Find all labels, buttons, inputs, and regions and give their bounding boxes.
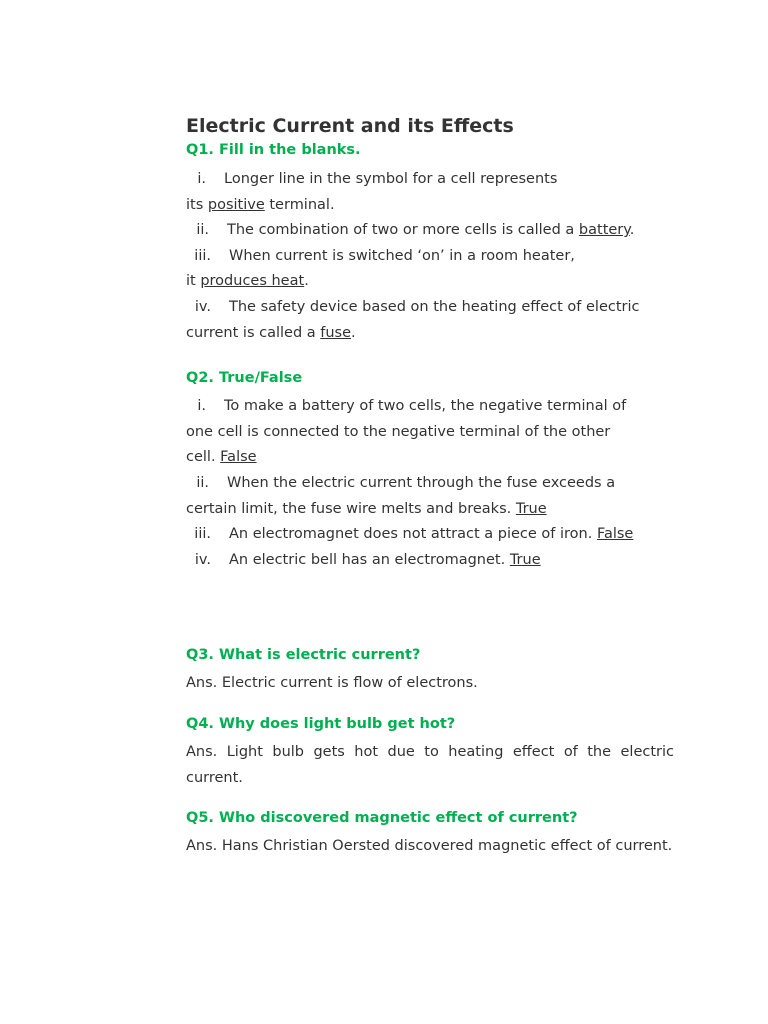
q2-item-2-text: When the electric current through the fuse exceeds a: [227, 474, 616, 491]
document-page: [186, 114, 674, 860]
q2-item-1-line2: [186, 420, 674, 446]
q1-item-2-text: The combination of two or more cells is called a: [227, 222, 579, 239]
q1-item-3-number: iii.: [194, 247, 211, 264]
q1-item-2-number: ii.: [196, 222, 209, 239]
q2-item-1-text-line3: cell.: [186, 449, 221, 466]
q2-item-3: [186, 522, 674, 548]
q1-item-4-number: iv.: [194, 298, 211, 315]
q1-item-2: [186, 218, 674, 244]
q1-item-4-post: .: [351, 324, 356, 341]
q2-item-2-line2: [186, 497, 674, 523]
q1-item-2-post: .: [629, 222, 635, 239]
q2-list: [186, 394, 674, 573]
q2-item-3-number: iii.: [194, 526, 211, 543]
q2-item-2: [186, 471, 674, 497]
q1-item-3-text-cont: it: [186, 273, 201, 290]
q3-answer: Ans. Electric current is flow of electrons.: [186, 675, 478, 692]
q1-item-1-post: terminal.: [264, 196, 335, 213]
q2-item-4-text: An electric bell has an electromagnet.: [229, 551, 510, 568]
q1-list: [186, 167, 674, 346]
q2-item-1-answer: False: [220, 449, 257, 466]
q1-item-4-text-cont: current is called a: [186, 324, 321, 341]
q1-item-3-blank: produces heat: [200, 273, 305, 290]
q1-item-2-blank: battery: [578, 222, 630, 239]
q1-item-1-text: Longer line in the symbol for a cell represents: [224, 171, 558, 187]
page-title: Electric Current and its Effects: [186, 115, 514, 137]
q5-heading: Q5. Who discovered magnetic effect of current?: [186, 810, 578, 827]
q1-item-4-cont: [186, 321, 674, 347]
q4-heading: Q4. Why does light bulb get hot?: [186, 715, 456, 732]
q2-heading: Q2. True/False: [186, 370, 303, 387]
q2-item-1-line3: [186, 445, 674, 471]
q2-item-1-number: i.: [197, 398, 206, 415]
q2-item-3-text: An electromagnet does not attract a piece of iron.: [229, 526, 597, 543]
q2-item-1-text-line2: one cell is connected to the negative terminal of the other: [186, 423, 611, 440]
q1-item-3: [186, 244, 674, 270]
q1-item-1: [186, 167, 674, 193]
q1-item-4-blank: fuse: [320, 324, 352, 341]
q1-item-1-cont: [186, 193, 674, 219]
q1-item-3-post: .: [304, 273, 309, 290]
q1-item-4: [186, 295, 674, 321]
q1-heading: Q1. Fill in the blanks.: [186, 142, 361, 158]
q2-item-4-answer: True: [509, 551, 541, 568]
q2-item-1-text: To make a battery of two cells, the negative terminal of: [224, 398, 627, 415]
q2-item-3-answer: False: [596, 526, 634, 543]
q1-item-3-cont: [186, 269, 674, 295]
q4-answer: Ans. Light bulb gets hot due to heating effect of the electric current.: [186, 743, 674, 786]
q1-item-4-text: The safety device based on the heating effect of electric: [229, 298, 640, 315]
q1-item-1-text-cont: its: [186, 196, 208, 213]
q3-heading: Q3. What is electric current?: [186, 647, 421, 664]
q5-answer: Ans. Hans Christian Oersted discovered magnetic effect of current.: [186, 838, 673, 855]
q2-item-1: [186, 394, 674, 420]
q1-item-1-number: i.: [197, 171, 206, 187]
q2-item-2-number: ii.: [196, 474, 209, 491]
q2-item-4: [186, 548, 674, 574]
q2-item-4-number: iv.: [194, 551, 211, 568]
q1-item-3-text: When current is switched ‘on’ in a room heater,: [229, 247, 575, 264]
q1-item-1-blank: positive: [207, 196, 265, 213]
q2-item-2-text-line2: certain limit, the fuse wire melts and breaks.: [186, 500, 516, 517]
q2-item-2-answer: True: [515, 500, 547, 517]
